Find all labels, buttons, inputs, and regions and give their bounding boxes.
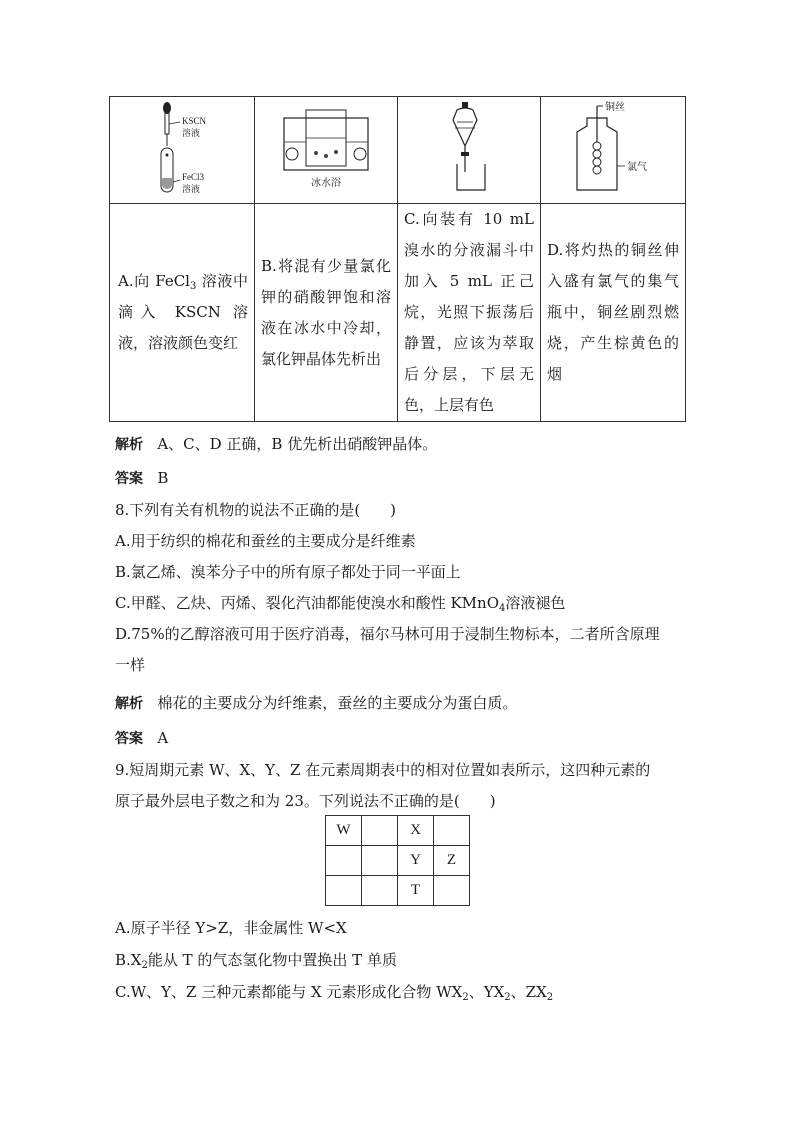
grid-cell: W — [326, 816, 362, 846]
q8-option-d-line2: 一样 — [115, 656, 146, 674]
grid-cell — [362, 876, 398, 906]
q8-option-d-line1: D.75%的乙醇溶液可用于医疗消毒，福尔马林可用于浸制生物标本，二者所含原理 — [115, 625, 660, 643]
answer-label: 答案 — [115, 471, 143, 487]
element-position-table — [325, 815, 470, 906]
grid-cell — [326, 876, 362, 906]
grid-cell — [362, 816, 398, 846]
q9-option-a: A.原子半径 Y>Z，非金属性 W<X — [115, 919, 347, 937]
q8-option-a: A.用于纺织的棉花和蚕丝的主要成分是纤维素 — [115, 532, 416, 550]
q8-answer — [115, 728, 168, 749]
grid-cell: Y — [398, 846, 434, 876]
q9-option-b: $B.X_2$能从 T 的气态氢化物中置换出 T 单质 — [115, 951, 397, 971]
answer-label: 答案 — [115, 731, 143, 747]
svg-text:氯气: 氯气 — [627, 162, 647, 173]
figure-a-cell — [110, 97, 255, 204]
q8-option-b: B.氯乙烯、溴苯分子中的所有原子都处于同一平面上 — [115, 563, 461, 581]
analysis-label: 解析 — [115, 696, 143, 712]
svg-text:溶液: 溶液 — [182, 184, 201, 194]
answer-value: A — [157, 729, 169, 747]
dropper-test-tube-figure — [112, 98, 252, 198]
svg-text:KSCN: KSCN — [182, 116, 207, 126]
q9-stem-line1: 9.短周期元素 W、X、Y、Z 在元素周期表中的相对位置如表所示，这四种元素的 — [115, 761, 651, 779]
q9-option-c: C.W、Y、Z 三种元素都能与 X 元素形成化合物 $WX_2$、$YX_2$、$ZX_2$ — [115, 983, 554, 1003]
experiment-table — [109, 96, 686, 422]
gas-jar-copper-figure — [543, 98, 683, 198]
q9-stem-line2: 原子最外层电子数之和为 23。下列说法不正确的是( ) — [115, 792, 496, 810]
grid-cell: Z — [434, 846, 470, 876]
analysis-label: 解析 — [115, 437, 143, 453]
answer-value: B — [157, 469, 169, 487]
grid-cell — [434, 816, 470, 846]
option-c-cell: C.向装有 10 mL 溴水的分液漏斗中加入 5 mL 正己烷，光照下振荡后静置，应该为萃取后分层，下层无色，上层有色 — [398, 204, 541, 422]
grid-cell — [326, 846, 362, 876]
q7-analysis — [115, 434, 437, 455]
grid-cell — [362, 846, 398, 876]
figure-b-cell — [255, 97, 398, 204]
separatory-funnel-figure — [399, 98, 539, 198]
option-d-cell: D.将灼热的铜丝伸入盛有氯气的集气瓶中，铜丝剧烈燃烧，产生棕黄色的烟 — [541, 204, 686, 422]
svg-text:FeCl3: FeCl3 — [182, 172, 205, 182]
grid-cell — [434, 876, 470, 906]
svg-text:铜丝: 铜丝 — [605, 102, 625, 113]
option-a-cell: A.向 FeCl$_3$ 溶液中滴入 KSCN 溶液，溶液颜色变红 — [110, 204, 255, 422]
option-b-cell: B.将混有少量氯化钾的硝酸钾饱和溶液在冰水中冷却，氯化钾晶体先析出 — [255, 204, 398, 422]
figure-d-cell — [541, 97, 686, 204]
ice-bath-figure — [256, 98, 396, 198]
q8-option-c: C.甲醛、乙炔、丙烯、裂化汽油都能使溴水和酸性 KMnO$_4$溶液褪色 — [115, 594, 566, 614]
q8-stem: 8.下列有关有机物的说法不正确的是( ) — [115, 501, 397, 519]
grid-cell: T — [398, 876, 434, 906]
analysis-text: 棉花的主要成分为纤维素，蚕丝的主要成分为蛋白质。 — [157, 694, 518, 712]
svg-text:溶液: 溶液 — [182, 128, 201, 138]
analysis-text: A、C、D 正确，B 优先析出硝酸钾晶体。 — [157, 435, 438, 453]
svg-text:冰水浴: 冰水浴 — [311, 178, 341, 189]
grid-cell: X — [398, 816, 434, 846]
figure-c-cell — [398, 97, 541, 204]
q8-analysis — [115, 693, 517, 714]
q7-answer — [115, 468, 168, 489]
